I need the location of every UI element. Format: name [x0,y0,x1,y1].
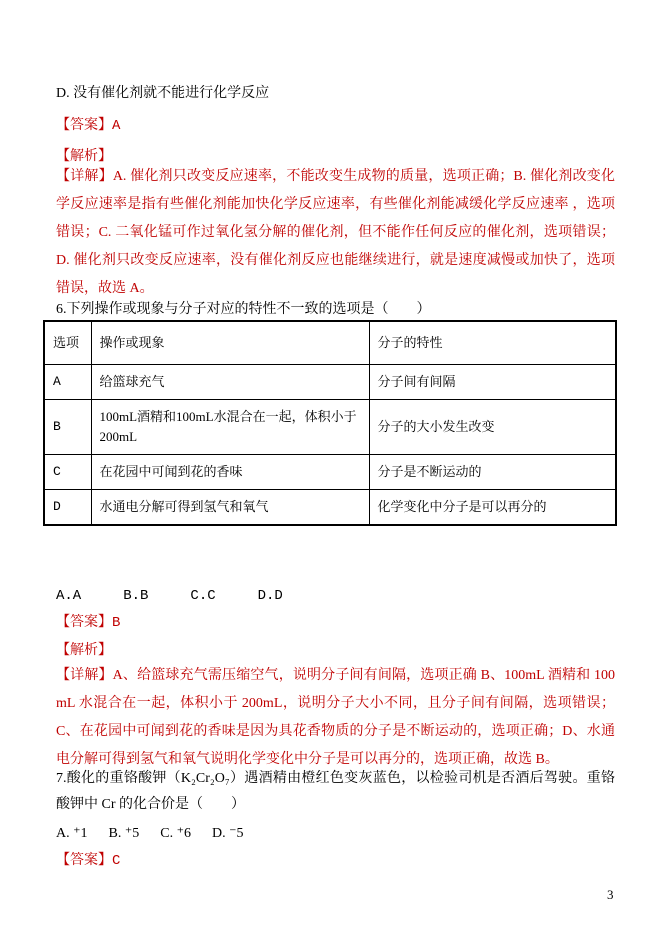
table-row [44,455,616,490]
row-property: 分子间有间隔 [369,365,616,400]
q6-choices: A.A B.B C.C D.D [56,588,283,604]
header-property: 分子的特性 [369,321,616,365]
table-row [44,365,616,400]
row-option: B [44,400,91,455]
table-header-row [44,321,616,365]
q6-table [43,320,617,526]
header-option: 选项 [44,321,91,365]
q7-stem: 7.酸化的重铬酸钾（K₂Cr₂O₇）遇酒精由橙红色变灰蓝色，以检验司机是否酒后驾驶。重铬酸钾中 Cr 的化合价是（ ） [56,771,615,812]
header-phenomenon: 操作或现象 [91,321,369,365]
q7-answer-line [56,847,615,875]
answer-label: 【答案】 [56,615,112,630]
row-option: A [44,365,91,400]
row-option: C [44,455,91,490]
answer-letter: B [112,615,121,631]
q5-detail-paragraph: 【详解】A. 催化剂只改变反应速率，不能改变生成物的质量，选项正确；B. 催化剂改变化学反应速率是指有些催化剂能加快化学反应速率，有些催化剂能减缓化学反应速率 ，选项错误；C. 二氧化锰可作过氧化氢分解的催化剂，但不能作任何反应的催化剂，选项错误；D. 催化剂只改变反应速率，没有催化剂反应也能继续进行，就是速度减慢或加快了，选项错误，故选 A。 [56,169,615,296]
row-property: 分子是不断运动的 [369,455,616,490]
row-phenomenon: 在花园中可闻到花的香味 [91,455,369,490]
q5-answer-line [56,112,615,140]
answer-letter: A [112,118,121,134]
answer-label: 【答案】 [56,853,112,868]
table-row [44,490,616,526]
q6-answer-line [56,609,615,637]
row-property: 化学变化中分子是可以再分的 [369,490,616,526]
q6-stem: 6.下列操作或现象与分子对应的特性不一致的选项是（ ） [56,302,431,317]
document-content [53,80,615,875]
q5-option-d: D. 没有催化剂就不能进行化学反应 [56,86,270,101]
q5-analysis-label: 【解析】 [56,149,112,164]
answer-letter: C [112,853,121,869]
table-row [44,400,616,455]
row-phenomenon: 给篮球充气 [91,365,369,400]
page-number: 3 [607,887,614,902]
q6-analysis-label: 【解析】 [56,643,112,658]
row-phenomenon: 100mL酒精和100mL水混合在一起，体积小于200mL [91,400,369,455]
row-property: 分子的大小发生改变 [369,400,616,455]
row-phenomenon: 水通电分解可得到氢气和氧气 [91,490,369,526]
answer-label: 【答案】 [56,118,112,133]
row-option: D [44,490,91,526]
q6-detail-paragraph: 【详解】A、给篮球充气需压缩空气，说明分子间有间隔，选项正确 B、100mL 酒精和 100mL 水混合在一起，体积小于 200mL，说明分子大小不同，且分子间有间隔，选项错误；C、在花园中可闻到花的香味是因为具花香物质的分子是不断运动的，选项正确；D、水通电分解可得到氢气和氧气说明化学变化中分子是可以再分的，选项正确，故选 B。 [56,668,615,767]
q7-choices: A. ⁺1 B. ⁺5 C. ⁺6 D. ⁻5 [56,826,244,841]
